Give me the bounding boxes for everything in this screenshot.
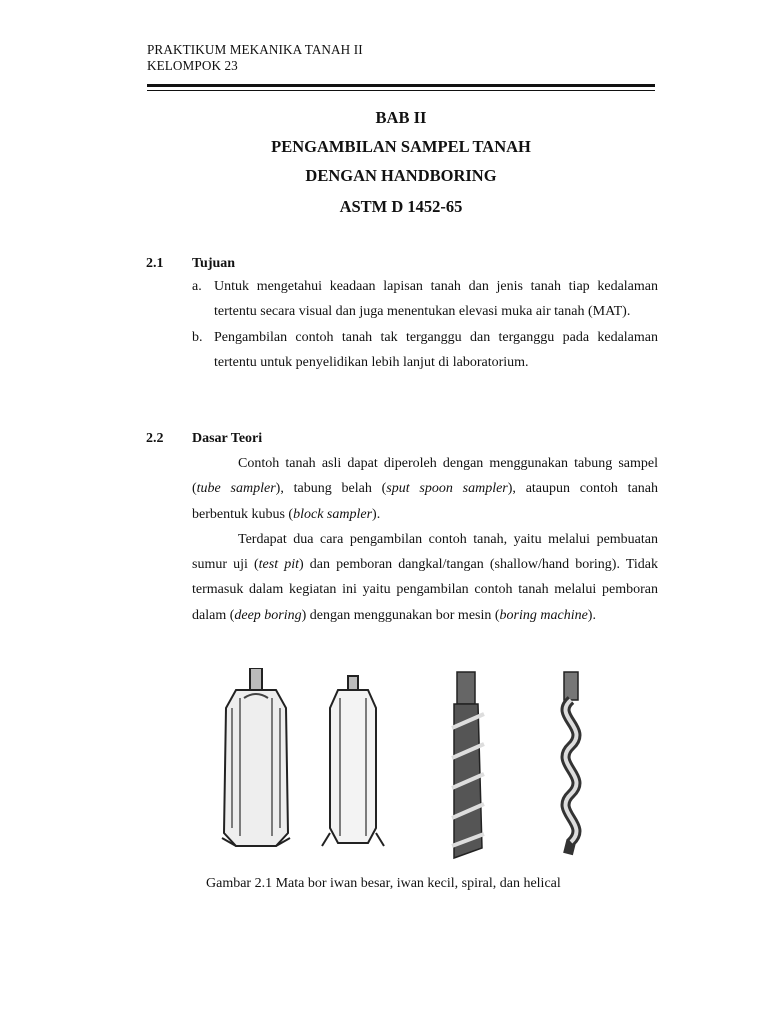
chapter-standard: ASTM D 1452-65 <box>339 197 463 216</box>
list-item-text: Untuk mengetahui keadaan lapisan tanah dan jenis tanah tiap kedalaman tertentu secara visual dan juga menentukan elevasi muka air tanah (MAT). <box>214 279 658 320</box>
chapter-title-line2: DENGAN HANDBORING <box>305 166 497 185</box>
header-rule-thin <box>147 90 655 91</box>
small-iwan-auger-illustration <box>322 676 384 846</box>
list-item-text: Pengambilan contoh tanah tak terganggu dan terganggu pada kedalaman tertentu untuk penyelidikan lebih lanjut di laboratorium. <box>214 329 658 370</box>
paragraph-1: Contoh tanah asli dapat diperoleh dengan menggunakan tabung sampel (tube sampler), tabung belah (sput spoon sampler), ataupun contoh tanah berbentuk kubus (block sampler). <box>192 456 658 522</box>
list-marker: b. <box>192 329 203 345</box>
list-item <box>192 325 658 376</box>
chapter-title-line1: PENGAMBILAN SAMPEL TANAH <box>271 137 531 156</box>
list-marker: a. <box>192 279 202 294</box>
header-group: KELOMPOK 23 <box>147 58 238 73</box>
paragraph-2: Terdapat dua cara pengambilan contoh tanah, yaitu melalui pembuatan sumur uji (test pit) dan pemboran dangkal/tangan (shallow/hand boring). Tidak termasuk dalam kegiatan ini yaitu pengambilan contoh tanah melalui pemboran dalam (deep boring) dengan menggunakan bor mesin (boring machine). <box>192 531 658 623</box>
section-heading-dasar-teori: Dasar Teori <box>192 431 263 446</box>
spiral-auger-illustration <box>452 672 484 858</box>
section-number-2-2: 2.2 <box>146 431 164 446</box>
header-course: PRAKTIKUM MEKANIKA TANAH II <box>147 42 363 57</box>
large-iwan-auger-illustration <box>222 668 290 846</box>
section-number-2-1: 2.1 <box>146 256 164 271</box>
auger-bits-figure <box>200 668 620 873</box>
page-header <box>147 42 363 74</box>
list-item <box>192 274 658 325</box>
helical-auger-illustration <box>564 672 578 854</box>
header-rule-thick <box>147 84 655 87</box>
chapter-number: BAB II <box>375 108 427 127</box>
tujuan-list <box>192 274 658 375</box>
dasar-teori-body <box>192 451 658 628</box>
figure-caption: Gambar 2.1 Mata bor iwan besar, iwan kecil, spiral, dan helical <box>206 876 561 891</box>
section-heading-tujuan: Tujuan <box>192 256 236 271</box>
